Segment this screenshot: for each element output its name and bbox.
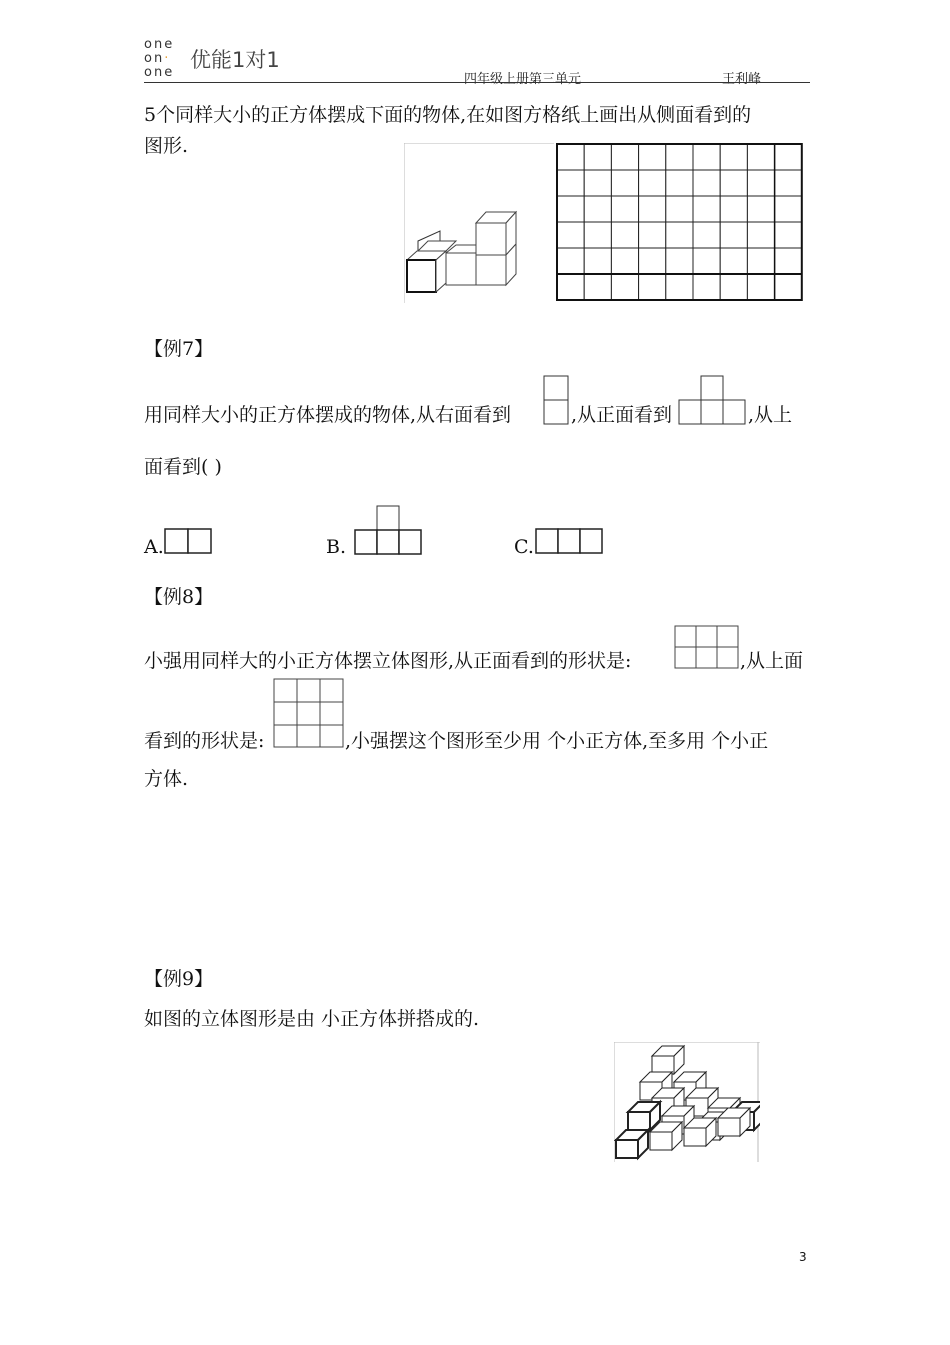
example-7-title: 【例7】 xyxy=(144,338,214,360)
grid-cell[interactable] xyxy=(775,274,802,300)
example-9-text: 如图的立体图形是由 小正方体拼搭成的. xyxy=(144,1008,480,1030)
grid-cell[interactable] xyxy=(584,170,611,196)
course-name: 四年级上册第三单元 xyxy=(464,72,582,87)
option-a-figure[interactable] xyxy=(164,528,214,556)
grid-cell[interactable] xyxy=(666,274,693,300)
grid-cell[interactable] xyxy=(639,144,666,170)
grid-cell[interactable] xyxy=(775,144,802,170)
grid-cell[interactable] xyxy=(584,144,611,170)
grid-paper[interactable] xyxy=(556,143,804,303)
grid-cell[interactable] xyxy=(611,248,638,274)
grid-cell[interactable] xyxy=(666,144,693,170)
grid-cell[interactable] xyxy=(639,222,666,248)
option-b-label[interactable]: B. xyxy=(326,536,347,558)
grid-cell[interactable] xyxy=(747,196,774,222)
grid-cell[interactable] xyxy=(775,222,802,248)
option-b-figure[interactable] xyxy=(353,505,425,557)
example-8-line2-b: ,小强摆这个图形至少用 个小正方体,至多用 个小正 xyxy=(345,730,769,752)
grid-cell[interactable] xyxy=(747,144,774,170)
problem-5-line1: 5个同样大小的正方体摆成下面的物体,在如图方格纸上画出从侧面看到的 xyxy=(144,104,752,126)
example-7-text-b: ,从正面看到 xyxy=(571,404,673,426)
grid-cell[interactable] xyxy=(557,222,584,248)
logo-dot: · xyxy=(164,51,171,66)
teacher-name: 王利峰 xyxy=(722,72,762,87)
grid-cell[interactable] xyxy=(720,196,747,222)
grid-cell[interactable] xyxy=(611,196,638,222)
grid-cell[interactable] xyxy=(584,222,611,248)
grid-cell[interactable] xyxy=(775,196,802,222)
cube-figure-problem5 xyxy=(404,143,554,303)
grid-cell[interactable] xyxy=(693,222,720,248)
grid-cell[interactable] xyxy=(666,170,693,196)
option-c-label[interactable]: C. xyxy=(514,536,534,558)
grid-cell[interactable] xyxy=(720,144,747,170)
front-view-figure xyxy=(677,375,749,427)
example-8-line3: 方体. xyxy=(144,768,189,790)
grid-cell[interactable] xyxy=(720,170,747,196)
grid-cell[interactable] xyxy=(747,170,774,196)
grid-cell[interactable] xyxy=(584,248,611,274)
grid-cell[interactable] xyxy=(693,196,720,222)
right-view-figure xyxy=(543,375,571,427)
grid-cell[interactable] xyxy=(557,170,584,196)
grid-cell[interactable] xyxy=(557,274,584,300)
logo-text-line3: one xyxy=(144,65,175,80)
cube xyxy=(616,1130,648,1158)
cube xyxy=(652,1046,684,1074)
grid-cell[interactable] xyxy=(639,248,666,274)
grid-cell[interactable] xyxy=(639,170,666,196)
example-9-title: 【例9】 xyxy=(144,968,214,990)
grid-cell[interactable] xyxy=(611,144,638,170)
grid-cell[interactable] xyxy=(666,222,693,248)
grid-cell[interactable] xyxy=(557,248,584,274)
cube xyxy=(628,1102,660,1130)
logo-text-line2: on· xyxy=(144,51,171,66)
grid-cell[interactable] xyxy=(693,248,720,274)
top-shape-figure xyxy=(272,677,346,749)
grid-cell[interactable] xyxy=(747,222,774,248)
example-8-text-b: ,从上面 xyxy=(740,650,804,672)
example-8-title: 【例8】 xyxy=(144,586,214,608)
example-7-text-a: 用同样大小的正方体摆成的物体,从右面看到 xyxy=(144,404,512,426)
example-7-line2: 面看到( ) xyxy=(144,456,222,478)
grid-cell[interactable] xyxy=(775,170,802,196)
logo-text-line1: one xyxy=(144,37,175,52)
example-8-line2-a: 看到的形状是: xyxy=(144,730,265,752)
grid-cell[interactable] xyxy=(557,144,584,170)
grid-cell[interactable] xyxy=(666,248,693,274)
grid-cell[interactable] xyxy=(747,274,774,300)
grid-cell[interactable] xyxy=(720,222,747,248)
example-8-text-a: 小强用同样大的小正方体摆立体图形,从正面看到的形状是: xyxy=(144,650,632,672)
option-a-label[interactable]: A. xyxy=(144,536,164,558)
grid-cell[interactable] xyxy=(639,196,666,222)
grid-cell[interactable] xyxy=(584,274,611,300)
grid-cell[interactable] xyxy=(611,170,638,196)
grid-cell[interactable] xyxy=(584,196,611,222)
grid-cell[interactable] xyxy=(557,196,584,222)
grid-cell[interactable] xyxy=(775,248,802,274)
problem-5-line2: 图形. xyxy=(144,135,189,157)
example-7-text-c: ,从上 xyxy=(748,404,793,426)
front-shape-figure xyxy=(673,624,741,672)
grid-cell[interactable] xyxy=(639,274,666,300)
grid-cell[interactable] xyxy=(666,196,693,222)
option-c-figure[interactable] xyxy=(534,528,604,556)
grid-cell[interactable] xyxy=(693,144,720,170)
grid-cell[interactable] xyxy=(693,170,720,196)
brand-name: 优能1对1 xyxy=(190,48,280,72)
grid-cell[interactable] xyxy=(720,274,747,300)
grid-cell[interactable] xyxy=(747,248,774,274)
stacked-cubes-figure xyxy=(614,1042,760,1162)
header-rule xyxy=(144,82,810,83)
grid-cell[interactable] xyxy=(611,222,638,248)
grid-cell[interactable] xyxy=(611,274,638,300)
page-number: 3 xyxy=(799,1250,807,1264)
grid-cell[interactable] xyxy=(720,248,747,274)
grid-cell[interactable] xyxy=(693,274,720,300)
